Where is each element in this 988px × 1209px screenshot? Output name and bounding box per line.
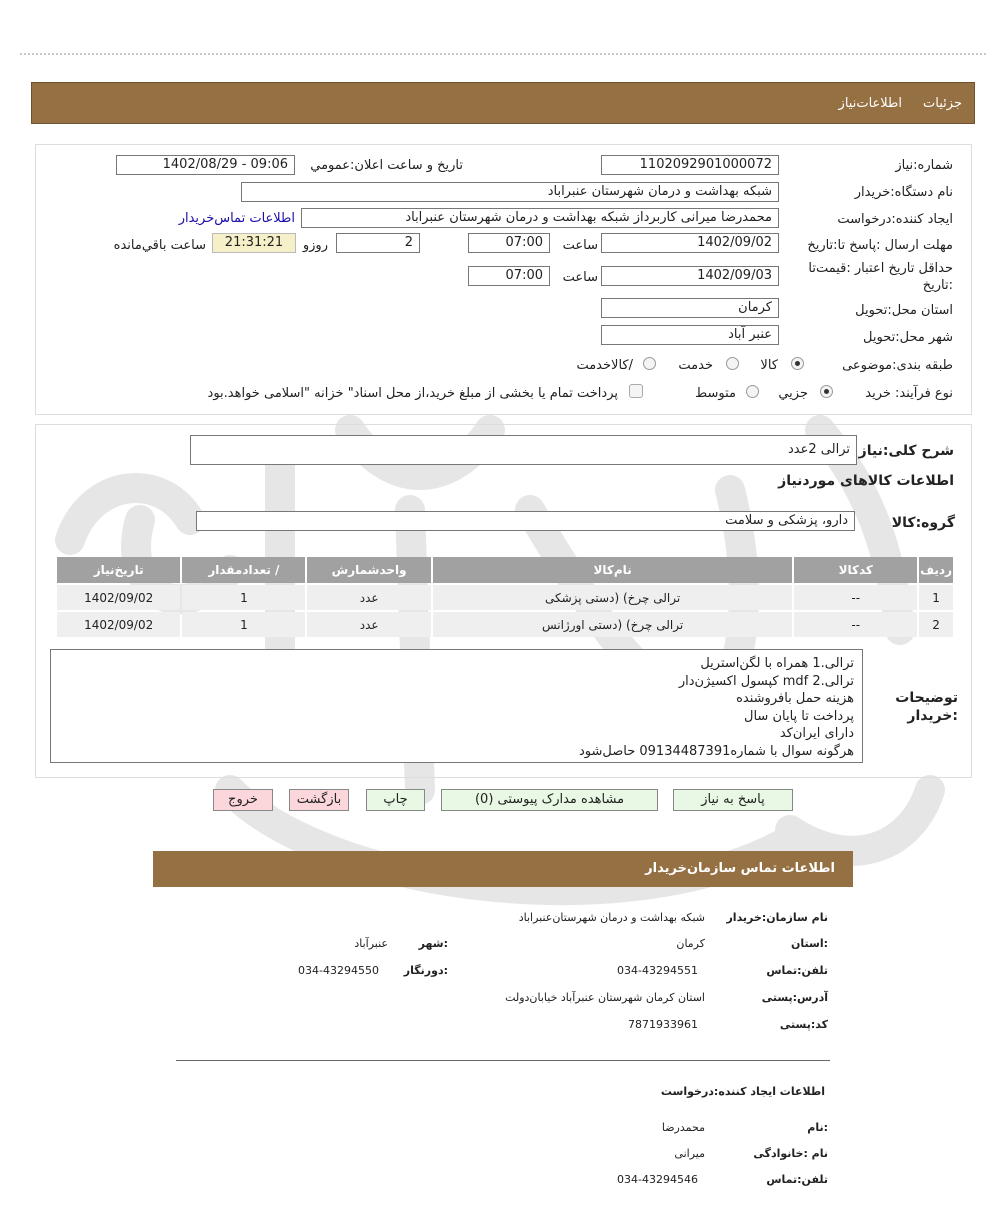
province-value-2: کرمان [676,937,705,950]
phone-label: تلفن:تماس [766,964,828,977]
items-table [55,555,955,639]
radio-service[interactable] [726,357,739,370]
tab-need-info[interactable]: اطلاعات‌نیاز [838,96,902,111]
cell-row: 2 [919,612,953,637]
fax-value: 034-43294550 [298,964,379,977]
address-value: استان کرمان شهرستان عنبرآباد خیابان‌دولت [505,991,705,1004]
exit-button[interactable]: خروج [213,789,273,811]
radio-goods-service[interactable] [643,357,656,370]
radio-service-label: خدمت [678,358,713,373]
cell-unit: عدد [307,585,430,610]
days-label: روزو [302,238,328,253]
postal-label: کد:پستی [779,1018,828,1031]
announce-field: 1402/08/29 - 09:06 [116,155,295,175]
group-label: گروه:کالا [891,515,955,531]
city-label: شهر محل:تحویل [863,330,953,345]
note-line: دارای ایران‌کد [779,726,854,741]
cell-unit: عدد [307,612,430,637]
org-value: شبکه بهداشت و درمان شهرستان‌عنبراباد [518,911,705,924]
note-line: ترالی.1 همراه با لگن‌استریل [700,656,854,671]
city-label-2: :شهر [418,937,448,950]
cell-qty: 1 [182,585,305,610]
top-divider [20,53,986,55]
city-value-2: عنبرآباد [354,937,388,950]
last-name-value: میرانی [674,1147,705,1160]
col-date: تاریخ‌نیاز [57,557,180,583]
summary-label: شرح کلی:نیاز [858,443,954,459]
radio-medium[interactable] [746,385,759,398]
buyer-contact-link[interactable]: اطلاعات تماس‌خریدار [178,211,295,226]
contact-divider [176,1060,830,1061]
col-code: کدکالا [794,557,917,583]
first-name-value: محمدرضا [661,1121,705,1134]
cell-date: 1402/09/02 [57,612,180,637]
col-row: ردیف [919,557,953,583]
org-label: نام سازمان:خریدار [726,911,828,924]
cell-code: -- [794,585,917,610]
radio-medium-label: متوسط [695,386,736,401]
phone-value: 034-43294551 [617,964,698,977]
fax-label: :دورنگار [403,964,448,977]
table-row [57,585,953,610]
address-label: آدرس:پستی [761,991,828,1004]
province-field: کرمان [601,298,779,318]
creator-phone-label: تلفن:تماس [766,1173,828,1186]
remaining-time-field: 21:31:21 [212,233,296,253]
first-name-label: :نام [807,1121,828,1134]
radio-goods-label: کالا [760,358,778,373]
need-number-label: شماره:نیاز [895,158,953,173]
table-row [57,612,953,637]
province-label: استان محل:تحویل [855,303,953,318]
col-unit: واحدشمارش [307,557,430,583]
reply-time-label: ساعت [562,238,598,253]
city-field: عنبر آباد [601,325,779,345]
summary-field: ترالی 2عدد [190,435,857,465]
last-name-label: نام :خانوادگی [753,1147,828,1160]
view-docs-button[interactable]: مشاهده مدارک پیوستی (0) [441,789,658,811]
buyer-org-label: نام دستگاه:خریدار [854,185,953,200]
cell-name: ترالی چرخ) (دستی پزشکی [433,585,793,610]
buyer-notes-box [50,649,863,763]
creator-info-title: اطلاعات ایجاد کننده:درخواست [660,1085,825,1098]
days-field: 2 [336,233,420,253]
header-bar [31,82,975,124]
group-field: دارو، پزشکی و سلامت [196,511,855,531]
reply-date-field: 1402/09/02 [601,233,779,253]
payment-note: پرداخت تمام یا بخشی از مبلغ خرید،از محل اسناد" خزانه "اسلامی خواهد.بود [207,386,618,401]
treasury-checkbox[interactable] [629,384,643,398]
note-line: هزینه حمل بافروشنده [736,691,854,706]
buyer-notes-label: توضیحات [895,690,958,706]
radio-minor-label: جزیي [778,386,808,401]
note-line: هرگونه سوال با شماره09134487391 حاصل‌شود [578,743,854,759]
cell-row: 1 [919,585,953,610]
note-line: پرداخت تا پایان سال [744,708,854,724]
back-button[interactable]: بازگشت [289,789,349,811]
col-name: نام‌کالا [433,557,793,583]
creator-label: ایجاد کننده:درخواست [837,212,953,227]
remaining-time-label: ساعت باقي‌مانده [113,238,206,253]
tab-details[interactable]: جزئیات [923,96,962,111]
validity-date-field: 1402/09/03 [601,266,779,286]
col-qty: / تعدادمقدار [182,557,305,583]
postal-value: 7871933961 [628,1018,698,1031]
category-label: طبقه بندی:موضوعی [842,358,953,373]
creator-phone-value: 034-43294546 [617,1173,698,1186]
validity-label: حداقل تاریخ اعتبار :قیمت‌تا [808,261,953,276]
goods-info-title: اطلاعات کالاهای موردنیاز [778,473,954,489]
creator-field: محمدرضا میرانی کاربرداز شبکه بهداشت و درمان شهرستان عنبراباد [301,208,779,228]
items-table-wrap [55,555,955,639]
cell-name: ترالی چرخ) (دستی اورژانس [433,612,793,637]
radio-goods-service-label: /کالاخدمت [576,358,633,373]
reply-time-field: 07:00 [468,233,550,253]
contact-title: اطلاعات تماس سازمان‌خریدار [645,861,835,876]
province-label-2: :استان [791,937,828,950]
cell-date: 1402/09/02 [57,585,180,610]
buyer-notes-label-2: :خریدار [907,708,958,724]
radio-goods[interactable] [791,357,804,370]
process-label: نوع فرآیند: خرید [865,386,953,401]
reply-button[interactable]: پاسخ به نیاز [673,789,793,811]
radio-minor[interactable] [820,385,833,398]
table-header-row [57,557,953,583]
cell-code: -- [794,612,917,637]
validity-time-field: 07:00 [468,266,550,286]
cell-qty: 1 [182,612,305,637]
buyer-org-field: شبکه بهداشت و درمان شهرستان عنبراباد [241,182,779,202]
validity-time-label: ساعت [562,270,598,285]
contact-header [153,851,853,887]
validity-label-2: :تاریخ [922,278,953,293]
print-button[interactable]: چاپ [366,789,425,811]
reply-deadline-label: مهلت ارسال :پاسخ تا:تاریخ [807,238,953,253]
note-line: ترالی.2 mdf کپسول اکسیژن‌دار [678,673,854,689]
announce-label: تاریخ و ساعت اعلان:عمومي [310,158,463,173]
need-number-field: 1102092901000072 [601,155,779,175]
